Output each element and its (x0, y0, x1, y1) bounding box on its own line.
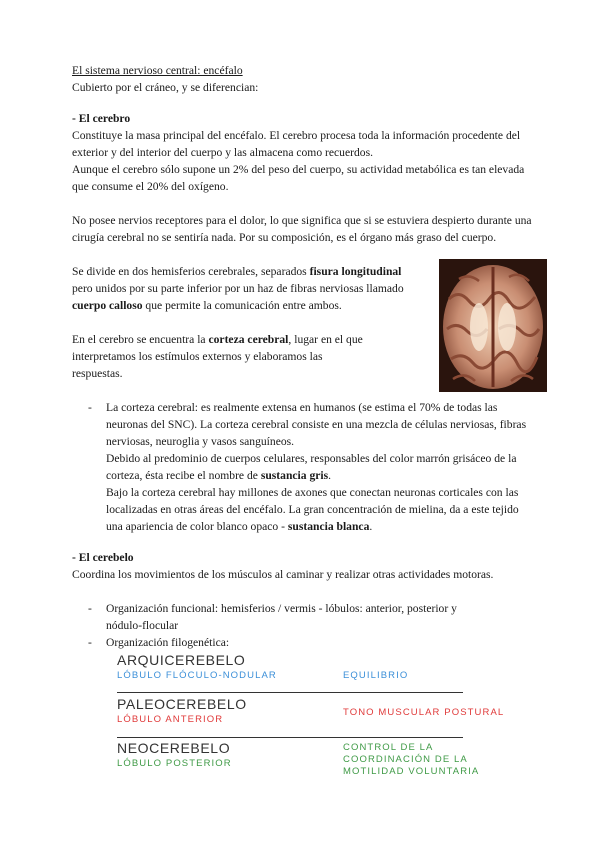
text-run: . (369, 520, 373, 533)
table-row (117, 652, 517, 696)
row-function: CONTROL DE LA COORDINACIÓN DE LA MOTILIDAD VOLUNTARIA (343, 742, 480, 777)
list-item: - Organización filogenética: (72, 634, 532, 651)
table-row (117, 696, 517, 740)
text-run: que permite la comunicación entre ambos. (142, 299, 342, 312)
term-sustancia-gris: sustancia gris (260, 469, 329, 482)
cerebro-paragraph-1: Constituye la masa principal del encéfalo. El cerebro procesa toda la información procedente del exterior y del interior del cuerpo y las almacena como recuerdos. (72, 129, 521, 159)
cerebro-paragraph-2: Aunque el cerebro sólo supone un 2% del peso del cuerpo, su actividad metabólica es tan elevada que consume el 20% del oxígeno. (72, 163, 525, 193)
text-run: Bajo la corteza cerebral hay millones de axones que conectan neuronas corticales con las localizadas en otras áreas del encéfalo. La gran concentración de mielina, da a este tejido una apariencia de color blanco opaco - (106, 486, 519, 533)
list-item (72, 399, 532, 535)
divider (117, 737, 463, 738)
row-function: EQUILIBRIO (343, 670, 409, 681)
cerebro-paragraph-3: No posee nervios receptores para el dolor, lo que significa que si se estuviera despierto durante una cirugía cerebral no se sentiría nada. Por su composición, es el órgano más graso del cuerpo. (72, 214, 532, 244)
text-run: , lugar en el que interpretamos los estímulos externos y elaboramos las respuestas. (72, 333, 363, 380)
text-run: Se divide en dos hemisferios cerebrales, separados (72, 265, 310, 278)
cerebro-title: - El cerebro (72, 112, 131, 125)
row-name: PALEOCEREBELO (117, 696, 247, 712)
bullet-text: - La corteza cerebral: es realmente extensa en humanos (se estima el 70% de todas las neuronas del SNC). La corteza cerebral consiste en una mezcla de células nerviosas, fibras nerviosas, neuroglia y vasos sanguíneos. (106, 401, 527, 448)
table-row (117, 740, 517, 784)
row-function: TONO MUSCULAR POSTURAL (343, 707, 505, 718)
page-heading: El sistema nervioso central: encéfalo (72, 64, 243, 77)
row-lobe: LÓBULO ANTERIOR (117, 714, 224, 725)
phylogenetic-table (117, 652, 517, 784)
row-lobe: LÓBULO FLÓCULO-NODULAR (117, 670, 277, 681)
divider (117, 692, 463, 693)
term-sustancia-blanca: sustancia blanca (287, 520, 370, 533)
term-corteza-cerebral: corteza cerebral (208, 333, 289, 346)
row-name: NEOCEREBELO (117, 740, 231, 756)
intro-text: Cubierto por el cráneo, y se diferencian: (72, 81, 259, 94)
list-item: - Organización funcional: hemisferios / vermis - lóbulos: anterior, posterior y nódulo-flocular (72, 600, 486, 634)
text-run: . (328, 469, 332, 482)
cerebro-paragraph-4 (72, 263, 424, 314)
text-run: pero unidos por su parte inferior por un haz de fibras nerviosas llamado (72, 282, 404, 295)
cerebro-paragraph-5 (72, 331, 372, 382)
row-name: ARQUICEREBELO (117, 652, 246, 668)
bullet-text (106, 450, 532, 484)
bullet-text (106, 484, 532, 535)
cerebelo-bullet-list (72, 600, 532, 651)
cerebro-bullet-list (72, 399, 532, 535)
row-lobe: LÓBULO POSTERIOR (117, 758, 232, 769)
text-run: Debido al predominio de cuerpos celulares, responsables del color marrón grisáceo de la corteza, ésta recibe el nombre de (106, 452, 517, 482)
text-run: En el cerebro se encuentra la (72, 333, 209, 346)
brain-cross-section-image (439, 259, 547, 392)
term-cuerpo-calloso: cuerpo calloso (72, 299, 143, 312)
cerebelo-paragraph-1: Coordina los movimientos de los músculos al caminar y realizar otras actividades motoras. (72, 568, 494, 581)
cerebelo-title: - El cerebelo (72, 551, 134, 564)
term-fisura-longitudinal: fisura longitudinal (309, 265, 402, 278)
